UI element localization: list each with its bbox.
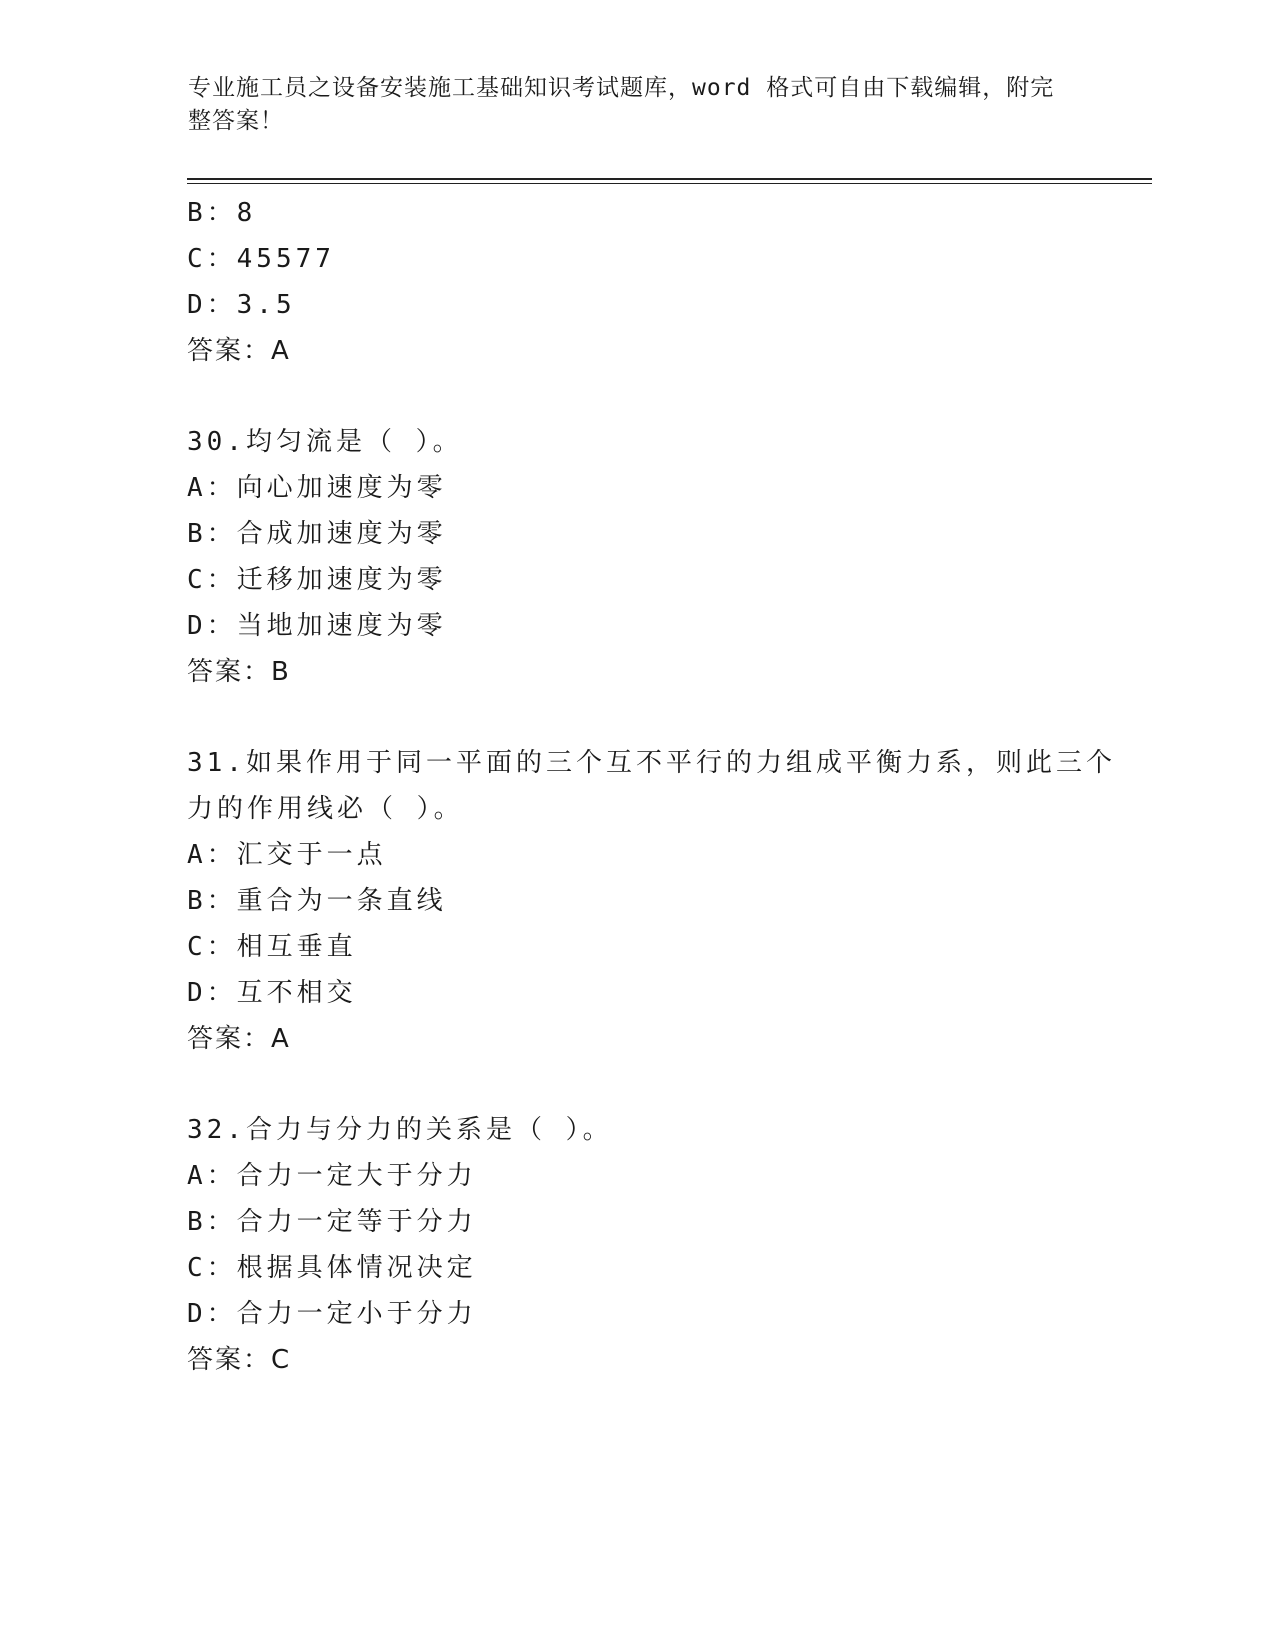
document-header: 专业施工员之设备安装施工基础知识考试题库，word 格式可自由下载编辑，附完 整答案！ bbox=[188, 75, 1055, 134]
question-block-31 bbox=[187, 740, 1116, 1062]
question-stem: 31.如果作用于同一平面的三个互不平行的力组成平衡力系，则此三个 bbox=[187, 748, 1116, 778]
option-b: B：合成加速度为零 bbox=[187, 519, 447, 549]
question-content bbox=[187, 190, 1116, 1383]
option-a: A：合力一定大于分力 bbox=[187, 1161, 477, 1191]
question-stem: 32.合力与分力的关系是（ ）。 bbox=[187, 1115, 613, 1145]
answer-line: 答案：C bbox=[187, 1345, 292, 1375]
question-stem-continued: 力的作用线必（ ）。 bbox=[187, 794, 464, 824]
option-c: C：根据具体情况决定 bbox=[187, 1253, 477, 1283]
option-d: D：互不相交 bbox=[187, 978, 357, 1008]
answer-line: 答案：B bbox=[187, 657, 291, 687]
option-b: B：8 bbox=[187, 198, 257, 228]
answer-line: 答案：A bbox=[187, 1024, 291, 1054]
question-stem: 30.均匀流是（ ）。 bbox=[187, 427, 463, 457]
header-rule-thin bbox=[187, 183, 1152, 184]
header-rule-thick bbox=[187, 178, 1152, 180]
question-block-30 bbox=[187, 419, 1087, 695]
previous-question-block bbox=[187, 190, 1087, 374]
answer-line: 答案：A bbox=[187, 336, 291, 366]
option-a: A：向心加速度为零 bbox=[187, 473, 447, 503]
option-c: C：迁移加速度为零 bbox=[187, 565, 447, 595]
option-c: C：45577 bbox=[187, 244, 335, 274]
option-d: D：合力一定小于分力 bbox=[187, 1299, 477, 1329]
question-block-32 bbox=[187, 1107, 1087, 1383]
option-d: D：当地加速度为零 bbox=[187, 611, 447, 641]
option-a: A：汇交于一点 bbox=[187, 840, 387, 870]
option-b: B：重合为一条直线 bbox=[187, 886, 447, 916]
option-c: C：相互垂直 bbox=[187, 932, 357, 962]
option-b: B：合力一定等于分力 bbox=[187, 1207, 477, 1237]
option-d: D：3.5 bbox=[187, 290, 296, 320]
